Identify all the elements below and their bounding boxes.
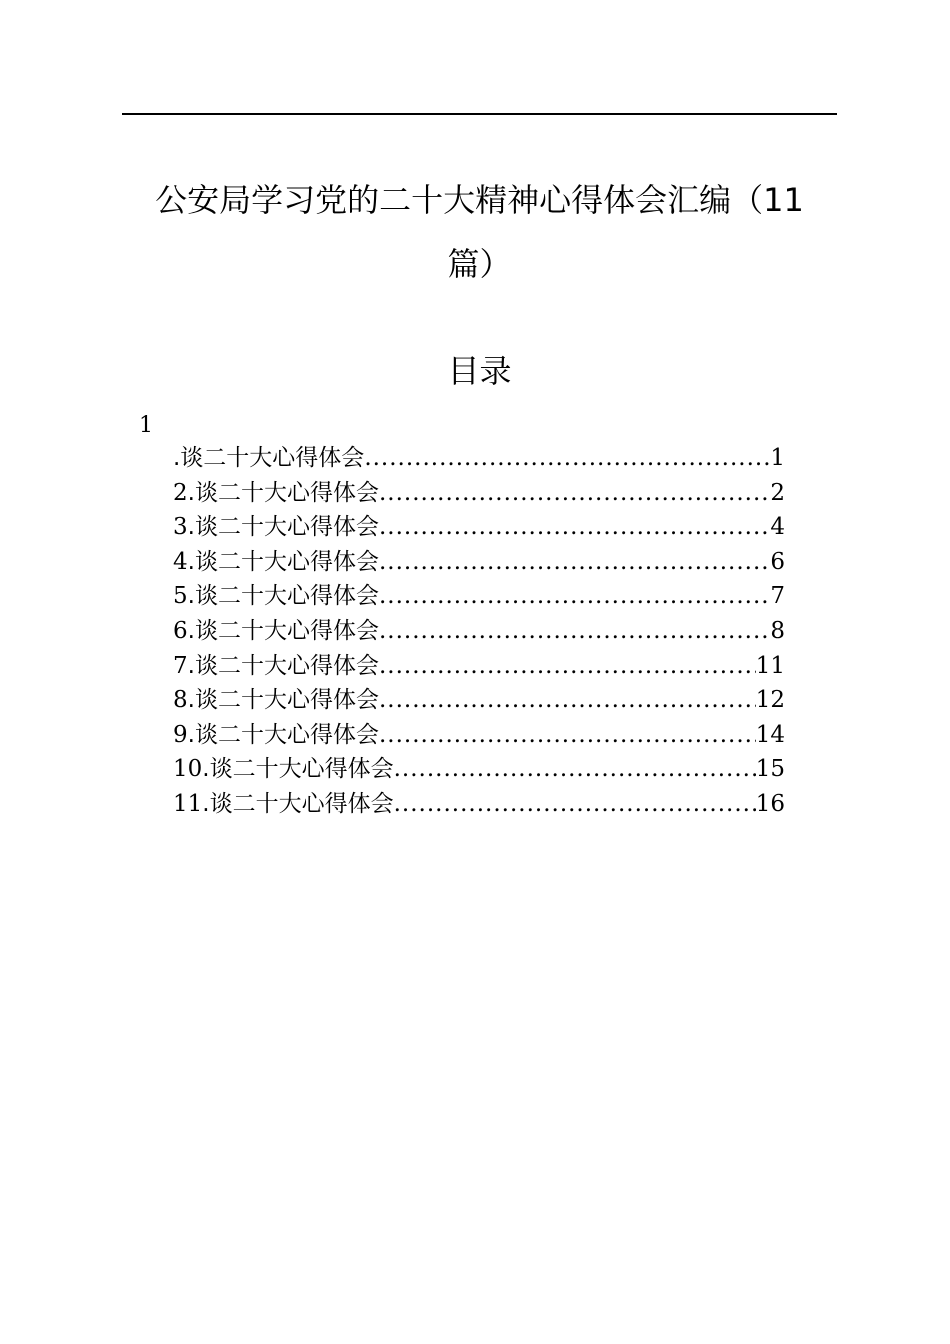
document-title bbox=[122, 168, 837, 296]
toc-dot-leader bbox=[379, 614, 770, 649]
toc-entry-11[interactable] bbox=[173, 787, 785, 822]
toc-entry-page: 7 bbox=[770, 583, 785, 610]
toc-entry-label: .谈二十大心得体会 bbox=[187, 687, 379, 714]
toc-entry-page: 2 bbox=[770, 479, 785, 506]
toc-entry-number: 6 bbox=[173, 617, 188, 644]
toc-entry-page: 16 bbox=[755, 790, 785, 817]
toc-dot-leader bbox=[394, 752, 756, 787]
toc-dot-leader bbox=[379, 683, 756, 718]
toc-entry-number: 9 bbox=[173, 721, 188, 748]
toc-entry-label: .谈二十大心得体会 bbox=[187, 514, 379, 541]
toc-entry-label: .谈二十大心得体会 bbox=[187, 479, 379, 506]
toc-entry-label: .谈二十大心得体会 bbox=[187, 548, 379, 575]
document-title-line-2: 篇） bbox=[447, 245, 512, 283]
toc-entry-page: 15 bbox=[755, 756, 785, 783]
toc-entry-4[interactable] bbox=[173, 545, 785, 580]
toc-entry-2[interactable] bbox=[173, 476, 785, 511]
toc-entry-page: 14 bbox=[755, 721, 785, 748]
toc-entry-7[interactable] bbox=[173, 649, 785, 684]
table-of-contents bbox=[173, 441, 785, 822]
toc-dot-leader bbox=[379, 649, 756, 684]
document-title-line-1: 公安局学习党的二十大精神心得体会汇编（11 bbox=[155, 181, 804, 219]
toc-dot-leader bbox=[394, 787, 756, 822]
toc-entry-3[interactable] bbox=[173, 510, 785, 545]
toc-entry-label: .谈二十大心得体会 bbox=[202, 790, 394, 817]
toc-entry-page: 12 bbox=[755, 687, 785, 714]
toc-heading: 目录 bbox=[447, 352, 512, 390]
toc-entry-number: 4 bbox=[173, 548, 188, 575]
toc-dot-leader bbox=[379, 718, 756, 753]
toc-entry-number: 2 bbox=[173, 479, 188, 506]
toc-entry-label: .谈二十大心得体会 bbox=[187, 617, 379, 644]
toc-entry-9[interactable] bbox=[173, 718, 785, 753]
toc-dot-leader bbox=[379, 476, 770, 511]
toc-entry-page: 11 bbox=[755, 652, 785, 679]
toc-entry-6[interactable] bbox=[173, 614, 785, 649]
toc-entry-number: 5 bbox=[173, 583, 188, 610]
toc-entry-label: .谈二十大心得体会 bbox=[187, 583, 379, 610]
toc-entry-page: 6 bbox=[770, 548, 785, 575]
toc-dot-leader bbox=[379, 579, 770, 614]
toc-entry-page: 1 bbox=[770, 445, 785, 471]
toc-entry-number: 10 bbox=[173, 756, 203, 783]
toc-entry-label: .谈二十大心得体会 bbox=[187, 721, 379, 748]
toc-entry-number: 8 bbox=[173, 687, 188, 714]
toc-entry-5[interactable] bbox=[173, 579, 785, 614]
toc-entry-number: 11 bbox=[173, 790, 203, 817]
toc-entry-label: .谈二十大心得体会 bbox=[173, 445, 365, 471]
toc-dot-leader bbox=[379, 545, 770, 580]
toc-entry-number: 7 bbox=[173, 652, 188, 679]
toc-entry-label: .谈二十大心得体会 bbox=[202, 756, 394, 783]
toc-entry-1[interactable] bbox=[173, 441, 785, 476]
toc-entry-page: 4 bbox=[770, 514, 785, 541]
toc-dot-leader bbox=[364, 441, 770, 476]
header-rule bbox=[122, 113, 837, 115]
toc-dot-leader bbox=[379, 510, 770, 545]
toc-entry-8[interactable] bbox=[173, 683, 785, 718]
toc-entry-10[interactable] bbox=[173, 752, 785, 787]
toc-entry-number: 3 bbox=[173, 514, 188, 541]
toc-entry-label: .谈二十大心得体会 bbox=[187, 652, 379, 679]
toc-stray-number: 1 bbox=[139, 413, 153, 438]
toc-entry-page: 8 bbox=[770, 617, 785, 644]
